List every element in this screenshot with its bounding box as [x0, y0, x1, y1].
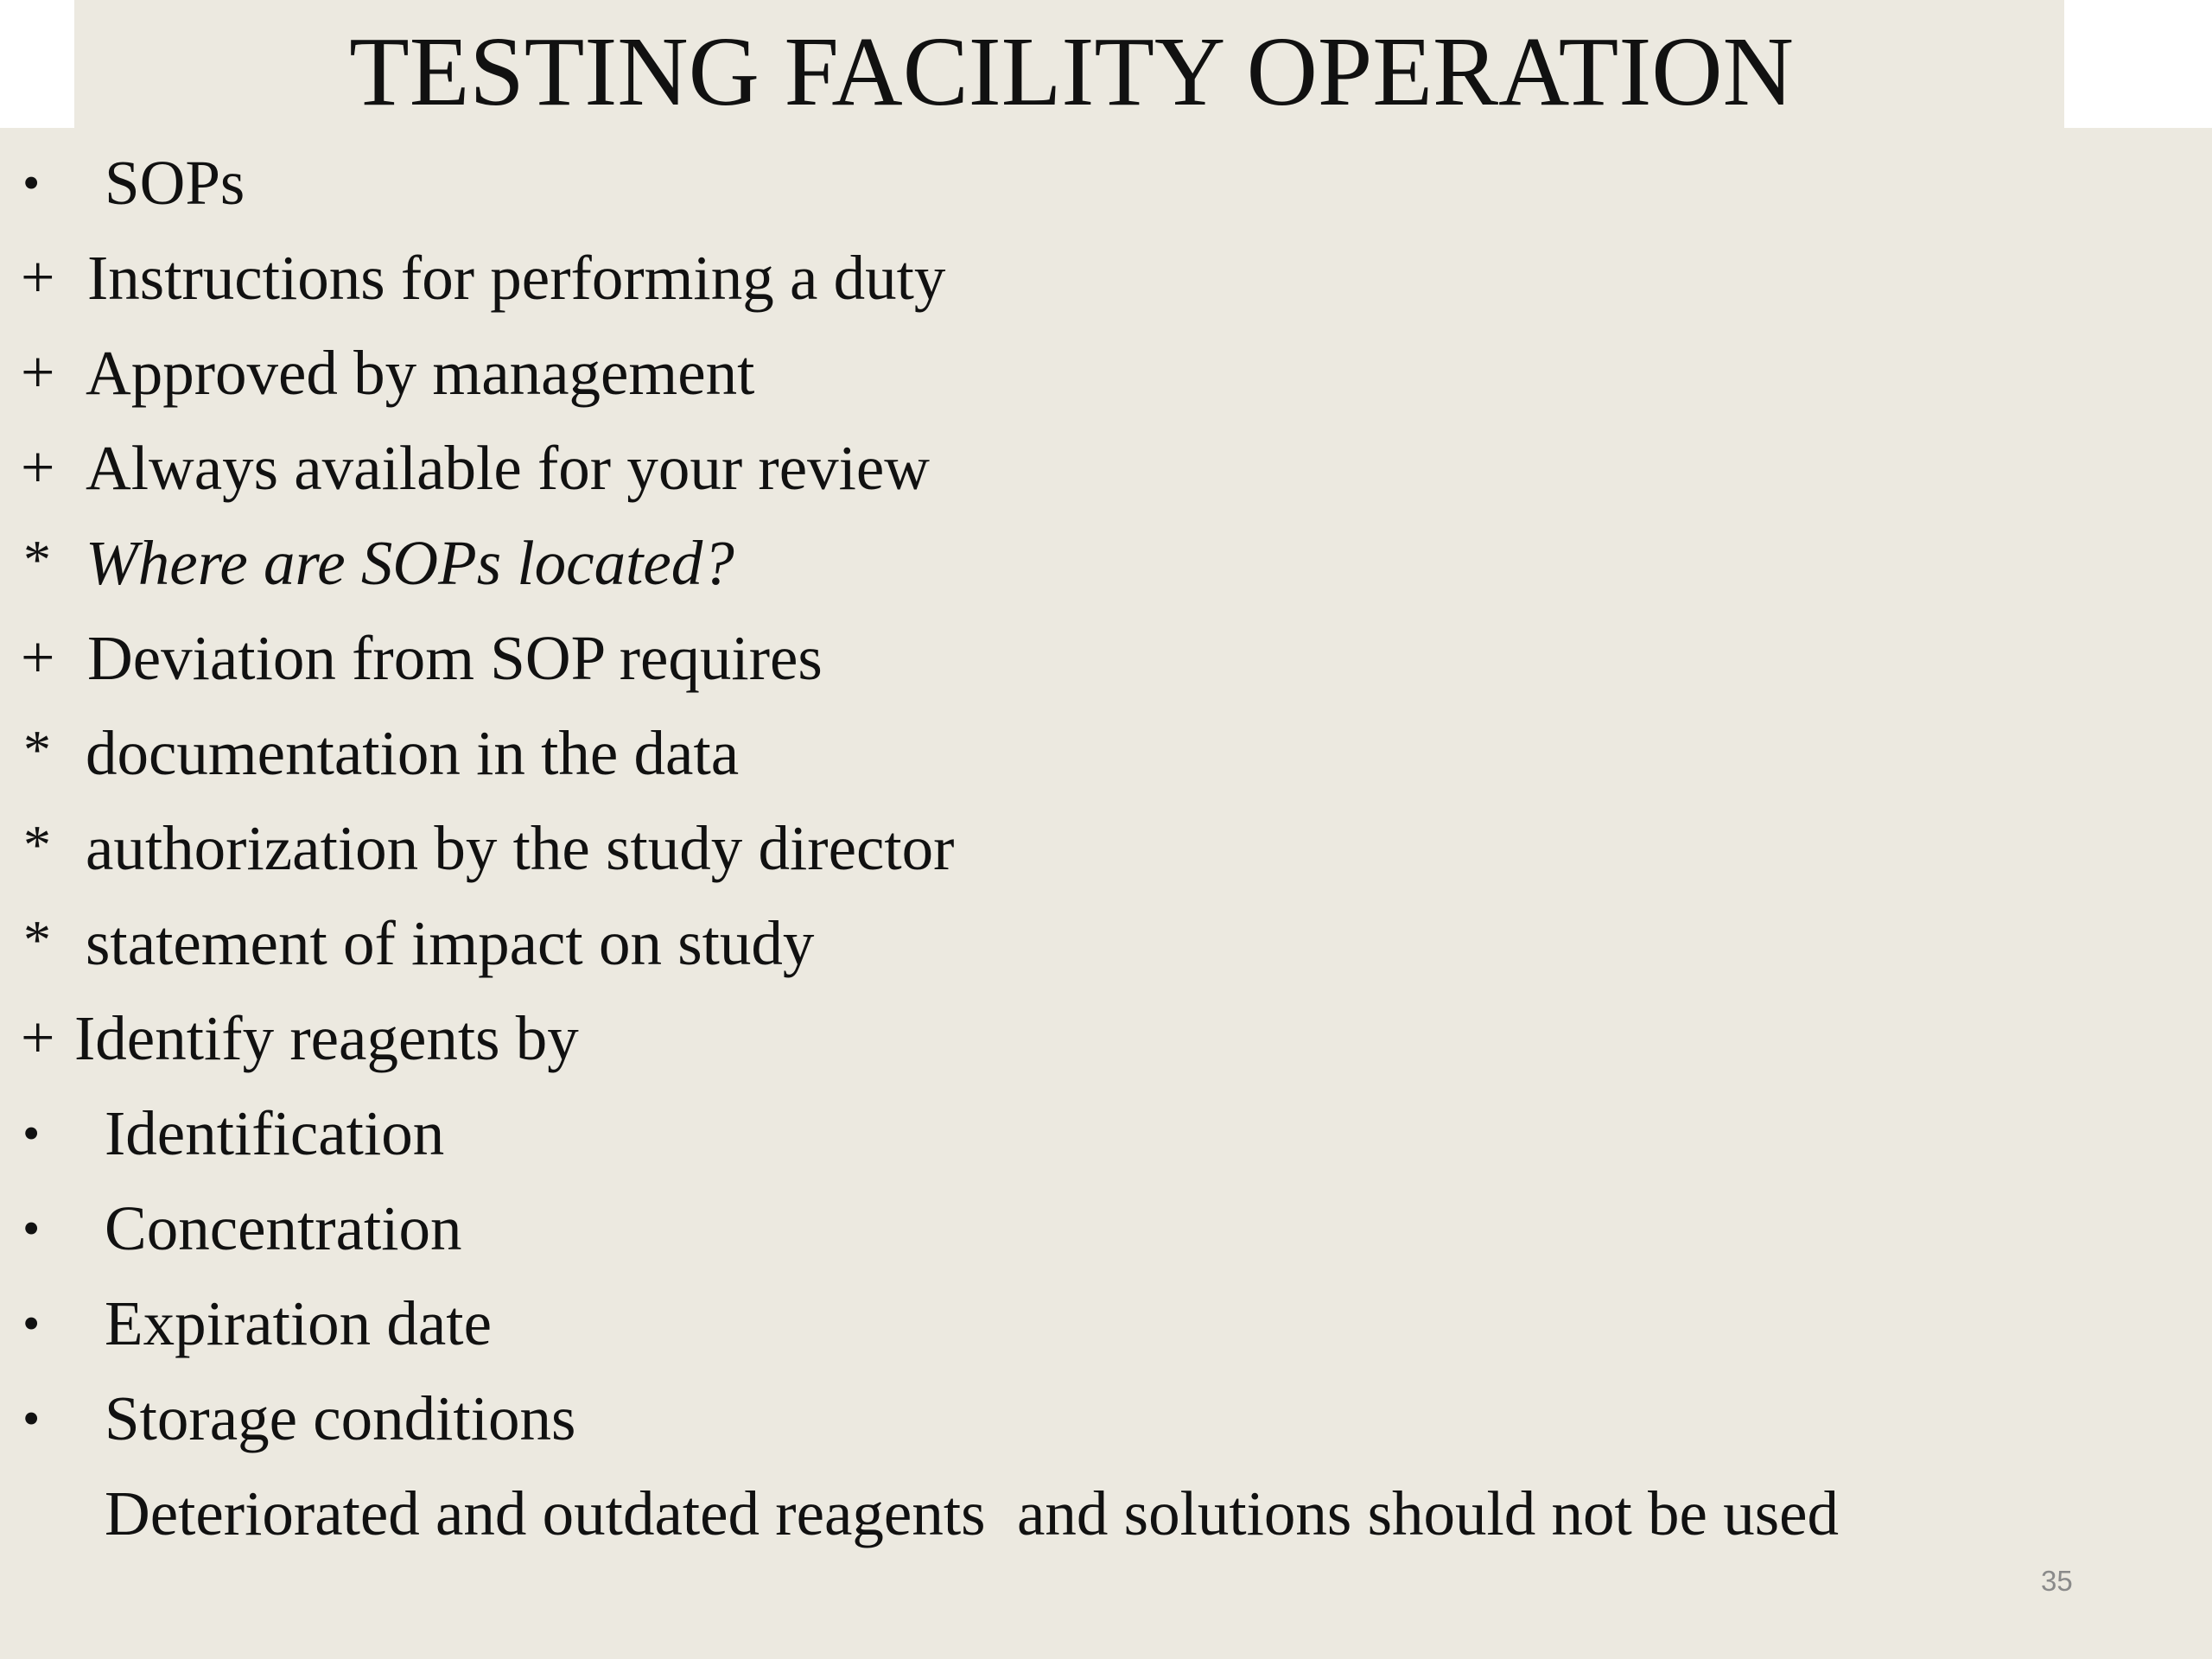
plus-marker: +: [21, 435, 55, 501]
list-item-text: Identification: [105, 1098, 445, 1168]
list-item-text: Deteriorated and outdated reagents and solutions should not be used: [105, 1478, 1840, 1548]
plus-marker: +: [21, 245, 55, 311]
plus-marker: +: [21, 625, 55, 691]
slide-title: TESTING FACILITY OPERATION: [349, 16, 1794, 126]
list-item-text: authorization by the study director: [86, 813, 955, 883]
bullet-marker: •: [22, 1105, 41, 1161]
list-item-text: Approved by management: [86, 338, 755, 408]
list-item-text: Identify reagents by: [74, 1003, 579, 1073]
plus-marker: +: [21, 1005, 55, 1071]
list-item-text: Instructions for performing a duty: [87, 243, 946, 313]
list-item-text: Expiration date: [105, 1288, 492, 1358]
list-item-text: SOPs: [105, 148, 245, 218]
slide-number: 35: [2041, 1565, 2073, 1597]
bullet-marker: •: [22, 1200, 41, 1256]
bullet-marker: •: [22, 1295, 41, 1351]
list-item-text: Always available for your review: [86, 433, 931, 503]
list-item-text: statement of impact on study: [86, 908, 815, 978]
asterisk-marker: *: [23, 719, 51, 780]
list-item-text: Storage conditions: [105, 1383, 576, 1453]
bullet-marker: •: [22, 1390, 41, 1446]
list-item-text: Deviation from SOP requires: [87, 623, 823, 693]
asterisk-marker: *: [23, 909, 51, 970]
list-item-text: Where are SOPs located?: [86, 528, 734, 598]
list-item-text: Concentration: [105, 1193, 462, 1263]
asterisk-marker: *: [23, 814, 51, 875]
asterisk-marker: *: [23, 529, 51, 590]
bullet-marker: •: [22, 155, 41, 211]
plus-marker: +: [21, 340, 55, 406]
list-item-text: documentation in the data: [86, 718, 740, 788]
